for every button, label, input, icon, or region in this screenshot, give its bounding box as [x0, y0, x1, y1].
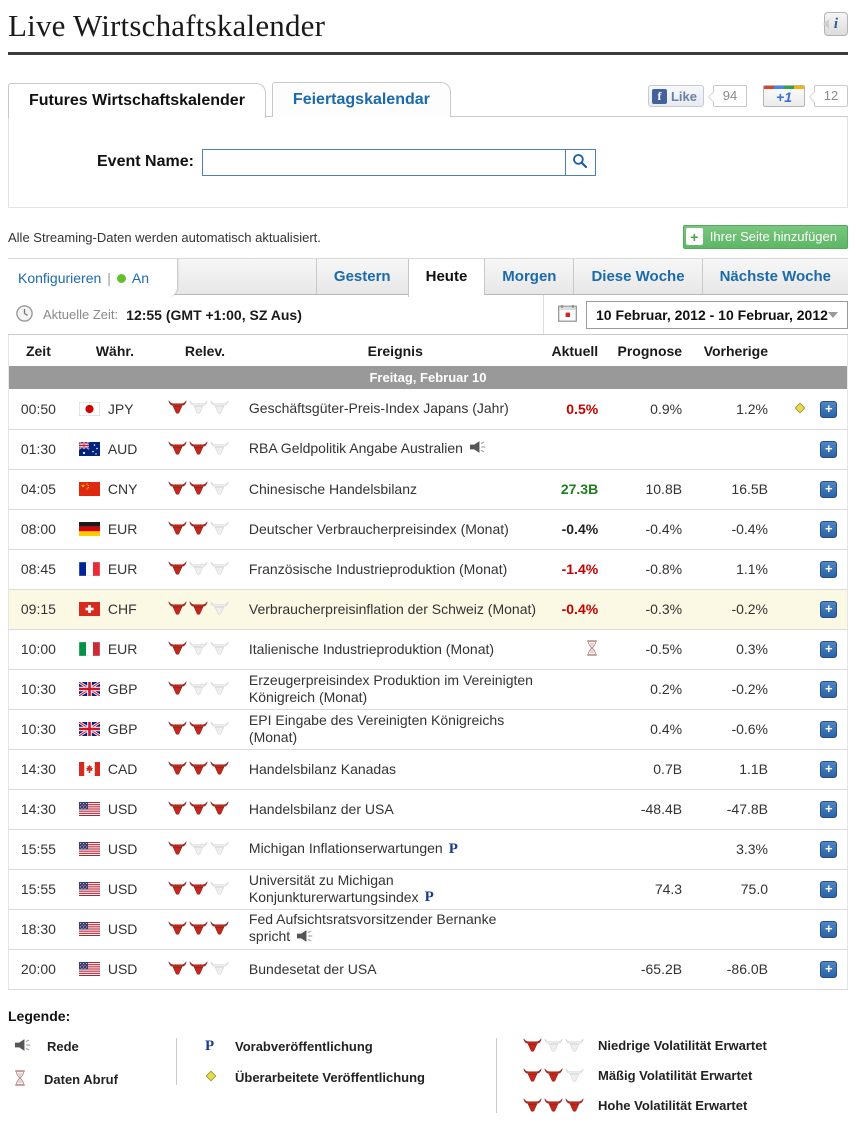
forecast-value: 0.2% [614, 669, 698, 709]
actual-value: -0.4% [561, 601, 599, 617]
hourglass-icon [586, 640, 598, 659]
speech-icon [14, 1038, 33, 1055]
event-row [9, 469, 848, 509]
like-count-badge[interactable]: 94 [713, 85, 747, 107]
plus-icon: + [686, 228, 703, 245]
event-row [9, 389, 848, 429]
event-name: Italienische Industrieproduktion (Monat) [248, 640, 495, 657]
economic-calendar-table [8, 335, 848, 990]
google-plusone-button[interactable]: +1 [763, 85, 805, 107]
add-event-button[interactable]: + [820, 441, 837, 458]
search-button[interactable] [565, 150, 595, 175]
previous-value: -47.8B [698, 789, 784, 829]
flag-jp-icon [79, 402, 100, 416]
flag-gb-icon [79, 722, 100, 736]
volatility-bulls-icon [168, 921, 229, 935]
previous-value: 1.1% [698, 549, 784, 589]
legend-columns [8, 1038, 848, 1113]
configure-separator: | [107, 269, 111, 286]
streaming-note: Alle Streaming-Daten werden automatisch aktualisiert. [8, 229, 321, 245]
day-range-tabs [316, 259, 848, 294]
social-buttons [648, 85, 848, 107]
legend-item-label: Daten Abruf [44, 1071, 118, 1087]
event-time: 04:05 [9, 469, 68, 509]
flag-us-icon [79, 922, 100, 936]
currency-code: USD [107, 961, 138, 977]
volatility-bulls-icon [168, 761, 229, 775]
forecast-value: -0.5% [614, 629, 698, 669]
status-on-label: An [131, 269, 150, 286]
volatility-bulls-icon [168, 681, 229, 695]
volatility-bulls-icon [168, 721, 229, 735]
column-header-6: Vorherige [703, 342, 769, 359]
configure-button[interactable] [8, 259, 178, 297]
currency-code: USD [107, 841, 138, 857]
title-divider [8, 52, 848, 55]
currency-code: JPY [107, 400, 134, 417]
info-icon[interactable]: i [824, 12, 848, 36]
previous-value [698, 429, 784, 469]
legend-item [199, 1038, 496, 1055]
forecast-value [614, 829, 698, 869]
add-event-button[interactable]: + [820, 721, 837, 738]
date-range-group [543, 295, 848, 334]
add-event-button[interactable]: + [820, 961, 837, 978]
event-time: 14:30 [9, 789, 68, 829]
volatility-bulls-icon [168, 601, 229, 615]
chevron-down-icon [828, 312, 838, 318]
search-icon [572, 153, 588, 172]
tab-holiday-calendar[interactable]: Feiertagskalendar [272, 82, 451, 117]
event-name: Französische Industrieproduktion (Monat) [248, 560, 508, 577]
event-name: Handelsbilanz Kanadas [248, 760, 397, 777]
event-time: 08:45 [9, 549, 68, 589]
current-time-label: Aktuelle Zeit: [43, 307, 119, 322]
event-name: Deutscher Verbraucherpreisindex (Monat) [248, 520, 509, 537]
plusone-count-badge[interactable]: 12 [814, 85, 848, 107]
event-name: Handelsbilanz der USA [248, 800, 394, 817]
add-event-button[interactable]: + [820, 761, 837, 778]
event-name: Verbraucherpreisinflation der Schweiz (Monat) [248, 600, 537, 617]
like-label: Like [670, 88, 697, 104]
add-event-button[interactable]: + [820, 841, 837, 858]
revised-icon [794, 401, 806, 417]
day-tab-heute[interactable]: Heute [408, 259, 485, 297]
column-header-0: Zeit [25, 342, 51, 359]
flag-it-icon [79, 642, 100, 656]
event-name-label: Event Name: [97, 153, 194, 170]
streaming-note-row [8, 225, 848, 249]
forecast-value: 10.8B [614, 469, 698, 509]
legend-item-label: Hohe Volatilität Erwartet [598, 1097, 748, 1113]
event-row [9, 589, 848, 629]
date-range-dropdown[interactable] [586, 301, 848, 329]
table-header-row [9, 335, 848, 366]
add-event-button[interactable]: + [820, 641, 837, 658]
currency-code: USD [107, 881, 138, 897]
add-event-button[interactable]: + [820, 481, 837, 498]
event-time: 10:30 [9, 669, 68, 709]
preliminary-icon: P [424, 889, 434, 906]
forecast-value [614, 909, 698, 949]
flag-ca-icon [79, 762, 100, 776]
day-tab-diese-woche[interactable]: Diese Woche [573, 259, 701, 294]
forecast-value: 0.7B [614, 749, 698, 789]
add-event-button[interactable]: + [820, 561, 837, 578]
event-row [9, 549, 848, 589]
currency-code: EUR [107, 561, 138, 577]
day-tab-gestern[interactable]: Gestern [316, 259, 408, 294]
previous-value: -86.0B [698, 949, 784, 989]
event-time: 14:30 [9, 749, 68, 789]
legend-column-2 [176, 1038, 496, 1085]
event-row [9, 749, 848, 789]
actual-value: -1.4% [561, 561, 599, 577]
add-event-button[interactable]: + [820, 401, 837, 418]
legend-item-label: Vorabveröffentlichung [235, 1038, 373, 1054]
legend-item-label: Niedrige Volatilität Erwartet [598, 1037, 767, 1053]
add-to-site-label: Ihrer Seite hinzufügen [709, 229, 837, 244]
day-tab-n-chste-woche[interactable]: Nächste Woche [702, 259, 848, 294]
currency-code: USD [107, 921, 138, 937]
event-name: Erzeugerpreisindex Produktion im Vereinigten Königreich (Monat) [248, 672, 533, 705]
forecast-value: -65.2B [614, 949, 698, 989]
currency-code: GBP [107, 681, 138, 697]
volatility-bulls-icon [523, 1068, 584, 1082]
current-time-bar [8, 295, 848, 335]
legend-item [523, 1098, 848, 1113]
currency-code: CNY [107, 481, 138, 497]
event-name: EPI Eingabe des Vereinigten Königreichs (Monat) [248, 712, 505, 745]
event-time: 15:55 [9, 869, 68, 909]
volatility-bulls-icon [168, 641, 229, 655]
status-on-icon [117, 274, 126, 283]
column-header-2: Relev. [184, 342, 226, 359]
legend [8, 1008, 848, 1113]
event-row [9, 909, 848, 949]
event-time: 09:15 [9, 589, 68, 629]
preliminary-icon: P [205, 1037, 215, 1054]
flag-us-icon [79, 802, 100, 816]
forecast-value: -48.4B [614, 789, 698, 829]
column-header-3: Ereignis [367, 342, 423, 359]
add-event-button[interactable]: + [820, 521, 837, 538]
add-event-button[interactable]: + [820, 921, 837, 938]
previous-value: 0.3% [698, 629, 784, 669]
volatility-bulls-icon [168, 801, 229, 815]
legend-item [8, 1070, 176, 1089]
legend-title: Legende: [8, 1007, 71, 1024]
event-row [9, 429, 848, 469]
current-time-value: 12:55 (GMT +1:00, SZ Aus) [126, 306, 302, 323]
forecast-value: 0.4% [614, 709, 698, 749]
event-time: 20:00 [9, 949, 68, 989]
column-header [811, 335, 848, 366]
event-time: 00:50 [9, 389, 68, 429]
volatility-bulls-icon [168, 961, 229, 975]
configure-label: Konfigurieren [18, 269, 102, 286]
event-row [9, 949, 848, 989]
flag-au-icon [79, 442, 100, 456]
previous-value: -0.2% [698, 589, 784, 629]
add-event-button[interactable]: + [820, 881, 837, 898]
volatility-bulls-icon [168, 441, 229, 455]
page-header [8, 4, 848, 44]
actual-value: 0.5% [566, 400, 599, 417]
add-to-site-button[interactable] [683, 225, 848, 249]
previous-value: -0.4% [698, 509, 784, 549]
legend-item [8, 1038, 176, 1055]
event-row [9, 669, 848, 709]
event-row [9, 629, 848, 669]
calendar-table-body [9, 366, 848, 989]
previous-value: 1.1B [698, 749, 784, 789]
volatility-bulls-icon [168, 841, 229, 855]
column-header-4: Aktuell [551, 342, 599, 359]
column-header [784, 335, 811, 366]
date-band: Freitag, Februar 10 [9, 366, 848, 389]
volatility-bulls-icon [168, 521, 229, 535]
previous-value: 1.2% [698, 389, 784, 429]
forecast-value: 74.3 [614, 869, 698, 909]
currency-code: EUR [107, 521, 138, 537]
speech-icon [296, 929, 315, 947]
hourglass-icon [14, 1070, 26, 1089]
actual-value: 27.3B [560, 481, 599, 497]
event-name: Geschäftsgüter-Preis-Index Japans (Jahr) [248, 400, 509, 417]
flag-us-icon [79, 882, 100, 896]
column-header-1: Währ. [95, 342, 134, 359]
forecast-value [614, 429, 698, 469]
event-name: Michigan Inflationserwartungen [248, 840, 443, 857]
column-header-5: Prognose [617, 342, 683, 359]
previous-value: -0.6% [698, 709, 784, 749]
date-range-value: 10 Februar, 2012 - 10 Februar, 2012 [596, 306, 828, 323]
legend-item-label: Rede [47, 1038, 79, 1054]
volatility-bulls-icon [523, 1098, 584, 1112]
speech-icon [469, 440, 488, 458]
flag-us-icon [79, 842, 100, 856]
add-event-button[interactable]: + [820, 681, 837, 698]
event-name: Bundesetat der USA [248, 960, 377, 977]
currency-code: CHF [107, 601, 137, 617]
calendar-tabs [8, 81, 848, 117]
volatility-bulls-icon [168, 400, 229, 414]
flag-gb-icon [79, 682, 100, 696]
legend-item [523, 1068, 848, 1083]
forecast-value: -0.4% [614, 509, 698, 549]
volatility-bulls-icon [523, 1038, 584, 1052]
volatility-bulls-icon [168, 561, 229, 575]
event-name-input[interactable] [203, 150, 565, 175]
actual-value: -0.4% [561, 521, 599, 537]
event-row [9, 509, 848, 549]
event-search-box [202, 149, 596, 176]
revised-icon [205, 1070, 217, 1085]
flag-cn-icon [79, 482, 100, 496]
event-row [9, 829, 848, 869]
flag-fr-icon [79, 562, 100, 576]
volatility-bulls-icon [168, 881, 229, 895]
currency-code: USD [107, 801, 138, 817]
flag-ch-icon [79, 602, 100, 616]
day-tab-morgen[interactable]: Morgen [484, 259, 573, 294]
event-name: RBA Geldpolitik Angabe Australien [248, 439, 463, 456]
forecast-value: -0.8% [614, 549, 698, 589]
previous-value [698, 909, 784, 949]
event-name: Chinesische Handelsbilanz [248, 480, 418, 497]
event-row [9, 789, 848, 829]
calendar-toolbar [8, 258, 848, 295]
event-row [9, 709, 848, 749]
flag-us-icon [79, 962, 100, 976]
legend-column-1 [8, 1038, 176, 1089]
calendar-icon[interactable] [558, 305, 577, 325]
page-title: Live Wirtschaftskalender [8, 8, 326, 43]
currency-code: AUD [107, 441, 138, 457]
currency-code: EUR [107, 641, 138, 657]
forecast-value: 0.9% [614, 389, 698, 429]
tab-futures-calendar[interactable]: Futures Wirtschaftskalender [8, 83, 266, 118]
event-name: Universität zu Michigan Konjunkturerwartungsindex [248, 871, 419, 905]
previous-value: -0.2% [698, 669, 784, 709]
legend-column-3 [496, 1038, 848, 1113]
add-event-button[interactable]: + [820, 601, 837, 618]
event-time: 18:30 [9, 909, 68, 949]
event-time: 10:30 [9, 709, 68, 749]
facebook-like-button[interactable] [648, 85, 704, 107]
legend-item [523, 1038, 848, 1053]
event-search-panel [8, 116, 848, 208]
legend-item-label: Mäßig Volatilität Erwartet [598, 1067, 753, 1083]
facebook-icon: f [652, 89, 667, 104]
add-event-button[interactable]: + [820, 801, 837, 818]
volatility-bulls-icon [168, 481, 229, 495]
event-time: 08:00 [9, 509, 68, 549]
previous-value: 75.0 [698, 869, 784, 909]
event-time: 01:30 [9, 429, 68, 469]
event-time: 15:55 [9, 829, 68, 869]
event-time: 10:00 [9, 629, 68, 669]
forecast-value: -0.3% [614, 589, 698, 629]
legend-item-label: Überarbeitete Veröffentlichung [235, 1069, 425, 1085]
preliminary-icon: P [448, 840, 458, 857]
clock-icon [16, 305, 33, 325]
previous-value: 3.3% [698, 829, 784, 869]
currency-code: CAD [107, 761, 138, 777]
legend-item [199, 1070, 496, 1085]
flag-de-icon [79, 522, 100, 536]
previous-value: 16.5B [698, 469, 784, 509]
currency-code: GBP [107, 721, 138, 737]
event-name: Fed Aufsichtsratsvorsitzender Bernanke spricht [248, 911, 497, 945]
event-row [9, 869, 848, 909]
